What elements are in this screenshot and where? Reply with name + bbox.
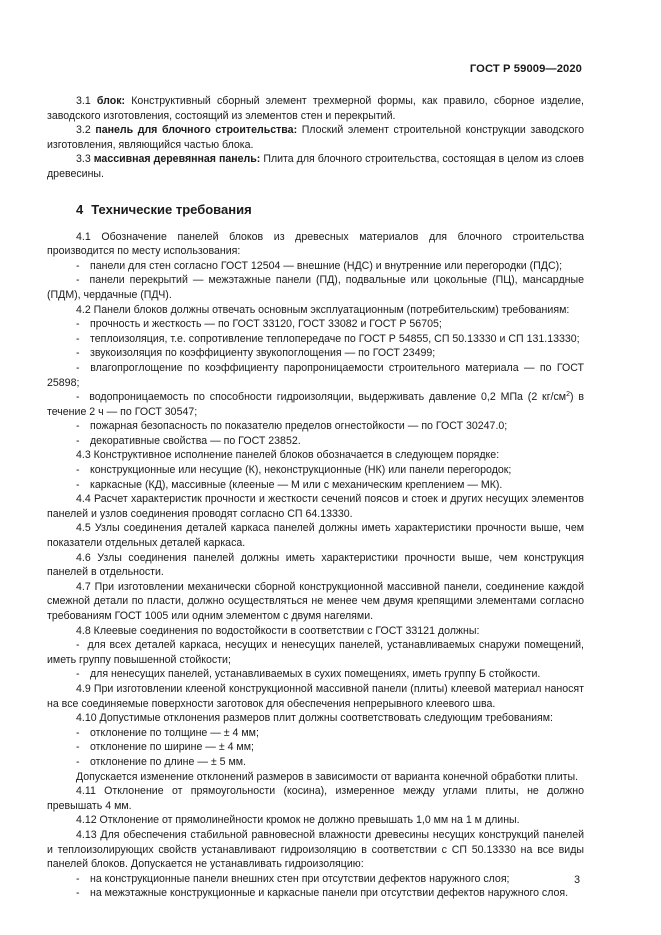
list-item: - отклонение по длине — ± 5 мм. (76, 755, 246, 768)
list-item: - влагопроглощение по коэффициенту паропроницаемости строительного материала — по ГОСТ 25898; (47, 361, 584, 389)
list-item: - для всех деталей каркаса, несущих и ненесущих панелей, устанавливаемых снаружи помещений, иметь группу повышенной стойкости; (47, 639, 584, 666)
term: массивная деревянная панель: (93, 153, 261, 166)
list-item: - прочность и жесткость — по ГОСТ 33120, ГОСТ 33082 и ГОСТ Р 56705; (76, 318, 442, 331)
list-item: - декоративные свойства — по ГОСТ 23852. (76, 434, 301, 447)
clause-4-4: 4.4 Расчет характеристик прочности и жесткости сечений поясов и стоек и других несущих элементов панелей и узлов соединения проводят согласно СП 64.13330. (47, 493, 584, 520)
list-item: - теплоизоляция, т.е. сопротивление теплопередаче по ГОСТ Р 54855, СП 50.13330 и СП 131.13330; (76, 332, 580, 345)
page-number: 3 (574, 874, 580, 886)
term: блок: (96, 95, 126, 107)
clause-4-9: 4.9 При изготовлении клееной конструкционной массивной панели (плиты) клеевой материал наносят на все соединяемые поверхности заготовок для обеспечения непрерывного клеевого шва. (47, 682, 584, 710)
clause-4-3: 4.3 Конструктивное исполнение панелей блоков обозначается в следующем порядке: (76, 449, 500, 462)
clause-4-5: 4.5 Узлы соединения деталей каркаса панелей должны иметь характеристики прочности выше, чем показатели отдельных деталей каркаса. (47, 522, 584, 550)
list-item: - отклонение по ширине — ± 4 мм; (76, 741, 254, 754)
clause-4-11: 4.11 Отклонение от прямоугольности (косина), измеренное между углами плиты, не должно превышать 4 мм. (47, 785, 584, 812)
clause-4-12: 4.12 Отклонение от прямолинейности кромок не должно превышать 1,0 мм на 1 м длины. (76, 814, 520, 827)
list-item: - на межэтажные конструкционные и каркасные панели при отсутствии дефектов наружного слоя. (76, 887, 569, 900)
clause-4-7: 4.7 При изготовлении механически сборной конструкционной массивной панели, соединение каждой смежной детали по пласти, должно осуществляться не менее чем двумя крепящими элементами согласно требованиям ГОСТ 1005 или одним элементом с двумя нагелями. (47, 580, 584, 622)
definition-3-2: 3.2 панель для блочного строительства: Плоский элемент строительной конструкции заводского изготовления, являющийся частью блока. (47, 124, 584, 151)
clause-4-1: 4.1 Обозначение панелей блоков из древесных материалов для блочного строительства производится по месту использования: (47, 230, 584, 258)
clause-4-13: 4.13 Для обеспечения стабильной равновесной влажности древесины несущих конструкций панелей и теплоизолирующих свойств устанавливают гидроизоляцию в соответствии с СП 50.13330 на все виды панелей блоков. Допускается не устанавливать гидроизоляцию: (47, 828, 584, 871)
document-code: ГОСТ Р 59009—2020 (469, 63, 582, 75)
list-item: - отклонение по толщине — ± 4 мм; (76, 726, 259, 739)
term: панель для блочного строительства: (95, 124, 298, 137)
clause-4-8: 4.8 Клеевые соединения по водостойкости в соответствии с ГОСТ 33121 должны: (76, 624, 480, 637)
clause-4-2: 4.2 Панели блоков должны отвечать основным эксплуатационным (потребительским) требованиям: (76, 303, 570, 316)
list-item: - на конструкционные панели внешних стен при отсутствии дефектов наружного слоя; (76, 872, 510, 885)
list-item: - панели для стен согласно ГОСТ 12504 — внешние (НДС) и внутренние или перегородки (ПДС); (76, 259, 563, 272)
clause-4-10: 4.10 Допустимые отклонения размеров плит должны соответствовать следующим требованиям: (76, 712, 553, 725)
clause-4-10-note: Допускается изменение отклонений размеров в зависимости от варианта конечной обработки плиты. (76, 770, 579, 783)
list-item: - для ненесущих панелей, устанавливаемых в сухих помещениях, иметь группу Б стойкости. (76, 668, 541, 681)
definition-3-1: 3.1 блок: Конструктивный сборный элемент трехмерной формы, как правило, сборное изделие, заводского изготовления, состоящий из элементов стен и перекрытий. (47, 95, 584, 122)
page-content (47, 94, 584, 901)
list-item: - каркасные (КД), массивные (клееные — М или с механическим креплением — МК). (76, 478, 503, 491)
list-item: - пожарная безопасность по показателю пределов огнестойкости — по ГОСТ 30247.0; (76, 420, 508, 433)
list-item: - панели перекрытий — межэтажные панели (ПД), подвальные или цокольные (ПЦ), мансардные (ПДМ), чердачные (ПДЧ). (47, 274, 584, 301)
definition-3-3: 3.3 массивная деревянная панель: Плита для блочного строительства, состоящая в целом из слоев древесины. (47, 153, 585, 180)
list-item: - водопроницаемость по способности гидроизоляции, выдерживать давление 0,2 МПа (2 $кг/см^2$) в течение 2 ч — по ГОСТ 30547; (47, 391, 585, 418)
clause-4-6: 4.6 Узлы соединения панелей должны иметь характеристики прочности выше, чем конструкция панелей в отдельности. (47, 551, 584, 579)
list-item: - звукоизоляция по коэффициенту звукопоглощения — по ГОСТ 23499; (76, 347, 436, 360)
list-item: - конструкционные или несущие (К), неконструкционные (НК) или панели перегородок; (76, 464, 512, 477)
section-heading: 4 Технические требования (76, 201, 252, 217)
